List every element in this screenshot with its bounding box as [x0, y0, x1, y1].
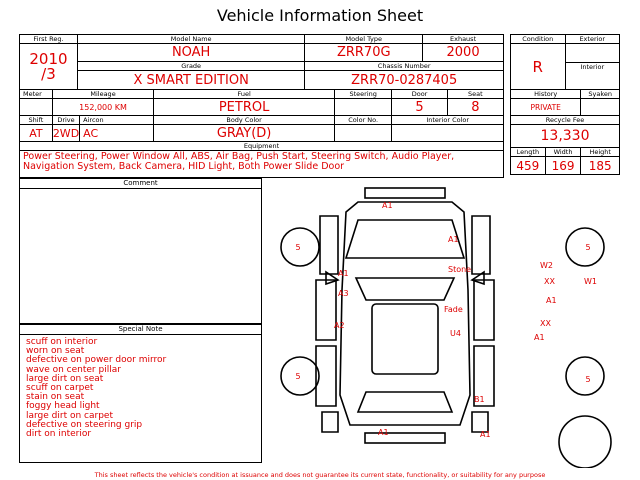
- exhaust-value: 2000: [423, 44, 504, 62]
- mark-hood: A1: [448, 235, 459, 244]
- syaken-value: [581, 99, 620, 116]
- special-note-label: Special Note: [20, 325, 261, 335]
- exterior-label: Exterior: [565, 35, 619, 44]
- note-item: worn on seat: [26, 346, 85, 357]
- history-label: History: [511, 90, 581, 99]
- condition-table: [510, 34, 620, 90]
- sheet-title: Vehicle Information Sheet: [216, 6, 424, 25]
- drive-label: Drive: [52, 116, 79, 125]
- shift-value: AT: [20, 125, 53, 142]
- aircon-value: AC: [80, 125, 154, 142]
- mark-right-a1-upper: A1: [546, 296, 557, 305]
- mark-right-w1: W1: [584, 277, 597, 286]
- note-item: stain on seat: [26, 392, 85, 403]
- chassis-label: Chassis Number: [305, 62, 504, 71]
- model-type-label: Model Type: [305, 35, 423, 44]
- mark-front-bumper: A1: [382, 201, 393, 210]
- mark-rear-bumper-right: A1: [480, 430, 491, 439]
- comment-box: [19, 178, 262, 324]
- width-value: 169: [545, 157, 581, 175]
- condition-label: Condition: [511, 35, 566, 44]
- mark-left-rear-door: A2: [334, 321, 345, 330]
- history-value: PRIVATE: [511, 99, 581, 116]
- mileage-label: Mileage: [52, 90, 153, 99]
- note-item: defective on steering grip: [26, 419, 143, 430]
- interior-color-label: Interior Color: [392, 116, 504, 125]
- chassis-value: ZRR70-0287405: [305, 71, 504, 90]
- mark-right-xx-2: XX: [540, 319, 551, 328]
- mark-right-a1-lower: A1: [534, 333, 545, 342]
- mark-roof-fade: Fade: [444, 305, 463, 314]
- body-color-label: Body Color: [154, 116, 335, 125]
- door-label: Door: [392, 90, 447, 99]
- mark-tire-rear-right: 5: [585, 375, 591, 384]
- mark-rear-b1: B1: [474, 395, 485, 404]
- equipment-label: Equipment: [20, 142, 504, 151]
- recycle-label: Recycle Fee: [511, 116, 620, 125]
- comment-label: Comment: [20, 179, 261, 189]
- note-item: foggy head light: [26, 401, 100, 412]
- meter-label: Meter: [20, 90, 53, 99]
- disclaimer-footer: This sheet reflects the vehicle's condition at issuance and does not guarantee its current state, functionality, or suitability for any purpose: [94, 471, 546, 479]
- meter-value: [20, 99, 53, 116]
- vehicle-info-table: [19, 34, 504, 90]
- shift-label: Shift: [20, 116, 53, 125]
- model-name-label: Model Name: [77, 35, 304, 44]
- seat-value: 8: [447, 99, 503, 116]
- mark-hood-stone: Stone: [448, 265, 472, 274]
- model-type-value: ZRR70G: [305, 44, 423, 62]
- interior-color-value: [392, 125, 504, 142]
- mark-left-front-fender: A1: [338, 269, 349, 278]
- note-item: scuff on carpet: [26, 383, 94, 394]
- model-name-value: NOAH: [77, 44, 304, 62]
- seat-label: Seat: [447, 90, 503, 99]
- fuel-value: PETROL: [154, 99, 335, 116]
- grade-label: Grade: [77, 62, 304, 71]
- drive-value: 2WD: [52, 126, 80, 140]
- height-value: 185: [581, 157, 620, 175]
- condition-value: R: [511, 44, 566, 90]
- special-note-list: [20, 335, 261, 442]
- syaken-label: Syaken: [581, 90, 620, 99]
- length-label: Length: [511, 148, 546, 157]
- note-item: large dirt on carpet: [26, 410, 113, 421]
- note-item: scuff on interior: [26, 337, 98, 347]
- mileage-value: 152,000 KM: [52, 99, 153, 116]
- exhaust-label: Exhaust: [423, 35, 504, 44]
- fuel-label: Fuel: [154, 90, 335, 99]
- note-item: defective on power door mirror: [26, 355, 167, 366]
- door-value: 5: [392, 99, 447, 116]
- aircon-label: Aircon: [80, 116, 154, 125]
- length-value: 459: [511, 157, 546, 175]
- exterior-value: [565, 44, 619, 63]
- interior-label: Interior: [565, 63, 619, 90]
- mark-right-xx-1: XX: [544, 277, 555, 286]
- mark-rear-bumper-left: A1: [378, 428, 389, 437]
- car-damage-diagram: [268, 180, 620, 468]
- note-item: dirt on interior: [26, 429, 92, 440]
- first-reg-value: 2010 /3: [20, 44, 78, 90]
- width-label: Width: [545, 148, 581, 157]
- recycle-value: 13,330: [511, 125, 620, 148]
- details-table: [19, 89, 504, 178]
- mark-right-w2: W2: [540, 261, 553, 270]
- note-item: wave on center pillar: [26, 364, 121, 375]
- mark-left-front-door: A3: [338, 289, 349, 298]
- body-color-value: GRAY(D): [154, 125, 335, 142]
- first-reg-label: First Reg.: [20, 35, 78, 44]
- mark-tire-front-left: 5: [295, 243, 301, 252]
- equipment-value: Power Steering, Power Window All, ABS, Air Bag, Push Start, Steering Switch, Audio Player, Navigation System, Back Camera, HID Light, Both Power Slide Door: [20, 151, 504, 178]
- color-no-label: Color No.: [334, 116, 391, 125]
- mark-tire-rear-left: 5: [295, 372, 301, 381]
- steering-value: [334, 99, 391, 116]
- mark-tire-front-right: 5: [585, 243, 591, 252]
- history-table: [510, 89, 620, 175]
- special-note-box: [19, 324, 262, 463]
- color-no-value: [334, 125, 391, 142]
- grade-value: X SMART EDITION: [77, 71, 304, 90]
- steering-label: Steering: [334, 90, 391, 99]
- height-label: Height: [581, 148, 620, 157]
- mark-roof-u4: U4: [450, 329, 461, 338]
- note-item: large dirt on seat: [26, 373, 104, 384]
